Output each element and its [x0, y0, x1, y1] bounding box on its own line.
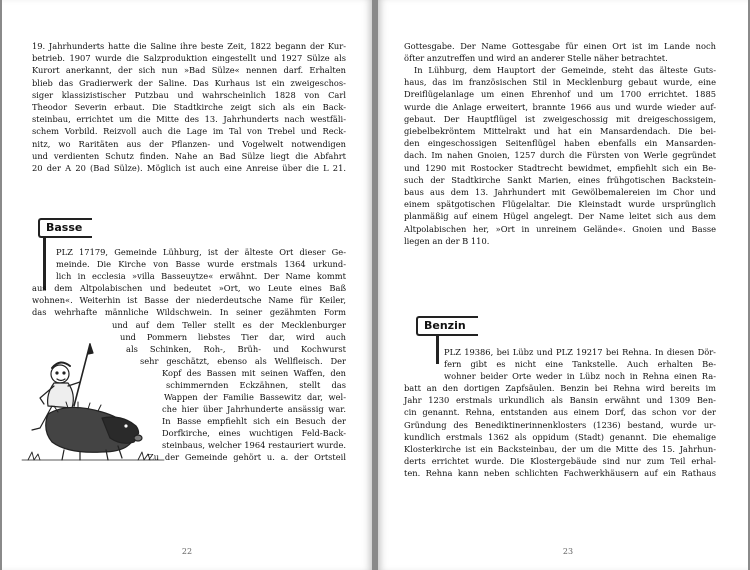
text-line: fern gibt es nicht eine Tankstelle. Auch erhalten Be-: [444, 359, 716, 370]
text-line: 19. Jahrhunderts hatte die Saline ihre beste Zeit, 1822 begann der Kur-: [32, 41, 346, 51]
text-line: liegen an der B 110.: [404, 235, 490, 246]
text-line: einem spätgotischen Flügelaltar. Die Kleinstadt wurde ursprünglich: [404, 199, 716, 210]
text-line: steinbau, errichtet um die Mitte des 13. Jahrhunderts nach westfäli-: [32, 114, 346, 125]
text-line: Altpolabischen her, »Ort in unreinem Gelände«. Gnoien und Basse: [404, 223, 716, 234]
text-line: cin genannt. Rehna, entstanden aus einem Dorf, das schon vor der: [404, 407, 716, 418]
text-line: aus dem Altpolabischen und bedeutet »Ort, wo Leute eines Baß: [32, 283, 346, 293]
text-line: kundlich erstmals 1362 als oppidum (Stadt) genannt. Die ehemalige: [404, 431, 716, 442]
boar-rider-illustration: [18, 342, 168, 462]
text-line: schem Vorbild. Reizvoll auch die Lage im Tal von Trebel und Reck-: [32, 126, 346, 137]
right-page: [378, 0, 748, 570]
text-line: PLZ 19386, bei Lübz und PLZ 19217 bei Rehna. In diesen Dör-: [444, 347, 716, 357]
text-line: Klosterkirche ist ein Backsteinbau, der um die Mitte des 15. Jahrhun-: [404, 444, 716, 455]
wrap-text-12: [148, 451, 346, 463]
benzin-text-full: [404, 382, 716, 480]
left-intro-text: [32, 40, 346, 174]
wrap-text-4: [140, 355, 346, 367]
right-intro-text: [404, 40, 716, 64]
text-line: 20 der A 20 (Bad Sülze). Möglich ist auch eine Anreise über die L 21.: [32, 163, 346, 174]
text-line: Zu der Gemeinde gehört u. a. der Ortsteil: [148, 452, 346, 462]
text-line: sehr geschätzt, ebenso als Wellfleisch. Der: [140, 356, 346, 366]
text-line: dach. Im nahen Gnoien, 1257 durch die Fürsten von Werle gegründet: [404, 150, 716, 161]
text-line: den eingeschossigen Seitenflügel haben ebenfalls ein Mansarden-: [404, 138, 716, 149]
text-line: giebelbekröntem Mittelrakt und hat ein Mansardendach. Die bei-: [404, 126, 716, 137]
text-line: che hier über Jahrhunderte ansässig war.: [162, 404, 346, 414]
wrap-text-7: [164, 391, 346, 403]
text-line: nitz, wo Raritäten aus der Pflanzen- und Vogelwelt notwendigen: [32, 138, 346, 149]
text-line: wurde die Anlage erweitert, brannte 1966 aus und wurde wieder auf-: [404, 101, 716, 112]
text-line: und 1290 mit Rostocker Stadtrecht bewidmet, empfiehlt sich ein Be-: [404, 162, 716, 173]
text-line: und Pommern liebstes Tier dar, wird auch: [120, 332, 346, 342]
place-sign-basse: [38, 218, 108, 240]
wrap-text-6: [166, 379, 346, 391]
text-line: ten. Rehna kann neben schlichten Fachwerkhäusern auf ein Rathaus: [404, 468, 716, 479]
place-sign-benzin: [416, 316, 496, 338]
text-line: lich in ecclesia »villa Basseuytze« erwähnt. Der Name kommt: [56, 271, 346, 282]
wrap-text-11: [162, 439, 346, 451]
text-line: als Schinken, Roh-, Brüh- und Kochwurst: [126, 344, 346, 354]
wrap-text-10: [162, 427, 346, 439]
text-line: In Lühburg, dem Hauptort der Gemeinde, steht das älteste Guts-: [414, 65, 716, 75]
text-line: Gründung des Benediktinerinnenklosters (1236) bestand, wurde ur-: [404, 419, 716, 430]
text-line: wohner beider Orte weder in Lübz noch in Rehna einen Ra-: [444, 371, 716, 382]
text-line: Gottesgabe. Der Name Gottesgabe für einen Ort ist im Lande noch: [404, 41, 716, 51]
text-line: steinbaus, welcher 1964 restauriert wurde.: [162, 440, 346, 450]
wrap-text-9: [162, 415, 346, 427]
luehburg-paragraph: [404, 64, 716, 247]
text-line: Jahr 1230 erstmals urkundlich als Bansin erwähnt und 1309 Ben-: [404, 395, 716, 406]
text-line: haus, das im französischen Stil in Mecklenburg gebaut wurde, eine: [404, 77, 716, 88]
text-line: Wappen der Familie Bassewitz dar, wel-: [164, 392, 346, 402]
text-line: Theodor Severin erbaut. Die Stadtkirche zeigt sich als ein Back-: [32, 102, 346, 113]
text-line: In Basse empfiehlt sich ein Besuch der: [162, 416, 346, 426]
text-line: gebaut. Der Hauptflügel ist zweigeschossig mit dreigeschossigem,: [404, 113, 716, 124]
benzin-text-wrap: [444, 346, 716, 383]
text-line: und auf dem Teller stellt es der Mecklenburger: [112, 320, 346, 330]
text-line: und verdienten Schutz finden. Nahe an Bad Sülze liegt die Abfahrt: [32, 150, 346, 161]
text-line: das wehrhafte männliche Wildschwein. In seiner gezähmten Form: [32, 307, 346, 318]
text-line: schimmernden Eckzähnen, stellt das: [166, 380, 346, 390]
sign-board: Basse: [38, 218, 92, 238]
text-line: derts errichtet wurde. Die Klostergebäude sind nur zum Teil erhal-: [404, 456, 716, 467]
text-line: Kopf des Bassen mit seinen Waffen, den: [162, 368, 346, 378]
page-number: 23: [562, 547, 574, 556]
text-line: wohnen«. Weiterhin ist Basse der niederdeutsche Name für Keiler,: [32, 295, 346, 306]
text-line: Dorfkirche, eines wuchtigen Feld-Back-: [162, 428, 346, 438]
wrap-text-1: [112, 319, 346, 331]
text-line: batt an den dortigen Zapfsäulen. Benzin bei Rehna wird bereits im: [404, 383, 716, 393]
sign-post: [436, 336, 439, 364]
text-line: such der Stadtkirche Sankt Marien, eines frühgotischen Backstein-: [404, 174, 716, 185]
text-line: Kurort anerkannt, der sich nun »Bad Sülze« nennen darf. Erhalten: [32, 65, 346, 76]
text-line: baus aus dem 13. Jahrhundert mit Gewölbemalereien im Chor und: [404, 187, 716, 198]
text-line: siger klassizistischer Putzbau und wahrscheinlich 1828 von Carl: [32, 89, 346, 100]
basse-text: [56, 246, 346, 283]
page-number: 22: [181, 547, 193, 556]
text-line: planmäßig auf einem Hügel angelegt. Der Name leitet sich aus dem: [404, 211, 716, 222]
wrap-text-8: [162, 403, 346, 415]
text-line: blieb das Gradierwerk der Saline. Das Kurhaus ist ein zweigeschos-: [32, 77, 346, 88]
text-line: meinde. Die Kirche von Basse wurde erstmals 1364 urkund-: [56, 259, 346, 270]
wrap-text-5: [162, 367, 346, 379]
text-line: PLZ 17179, Gemeinde Lühburg, ist der älteste Ort dieser Ge-: [56, 247, 346, 257]
basse-text-full: [32, 282, 346, 319]
text-line: öfter anzutreffen und wird an anderer Stelle näher betrachtet.: [404, 53, 668, 64]
sign-board: Benzin: [416, 316, 478, 336]
text-line: Dreiflügelanlage um einen Ehrenhof und um 1700 errichtet. 1885: [404, 89, 716, 100]
text-line: betrieb. 1907 wurde die Salzproduktion eingestellt und 1927 Sülze als: [32, 53, 346, 64]
left-page: [2, 0, 372, 570]
